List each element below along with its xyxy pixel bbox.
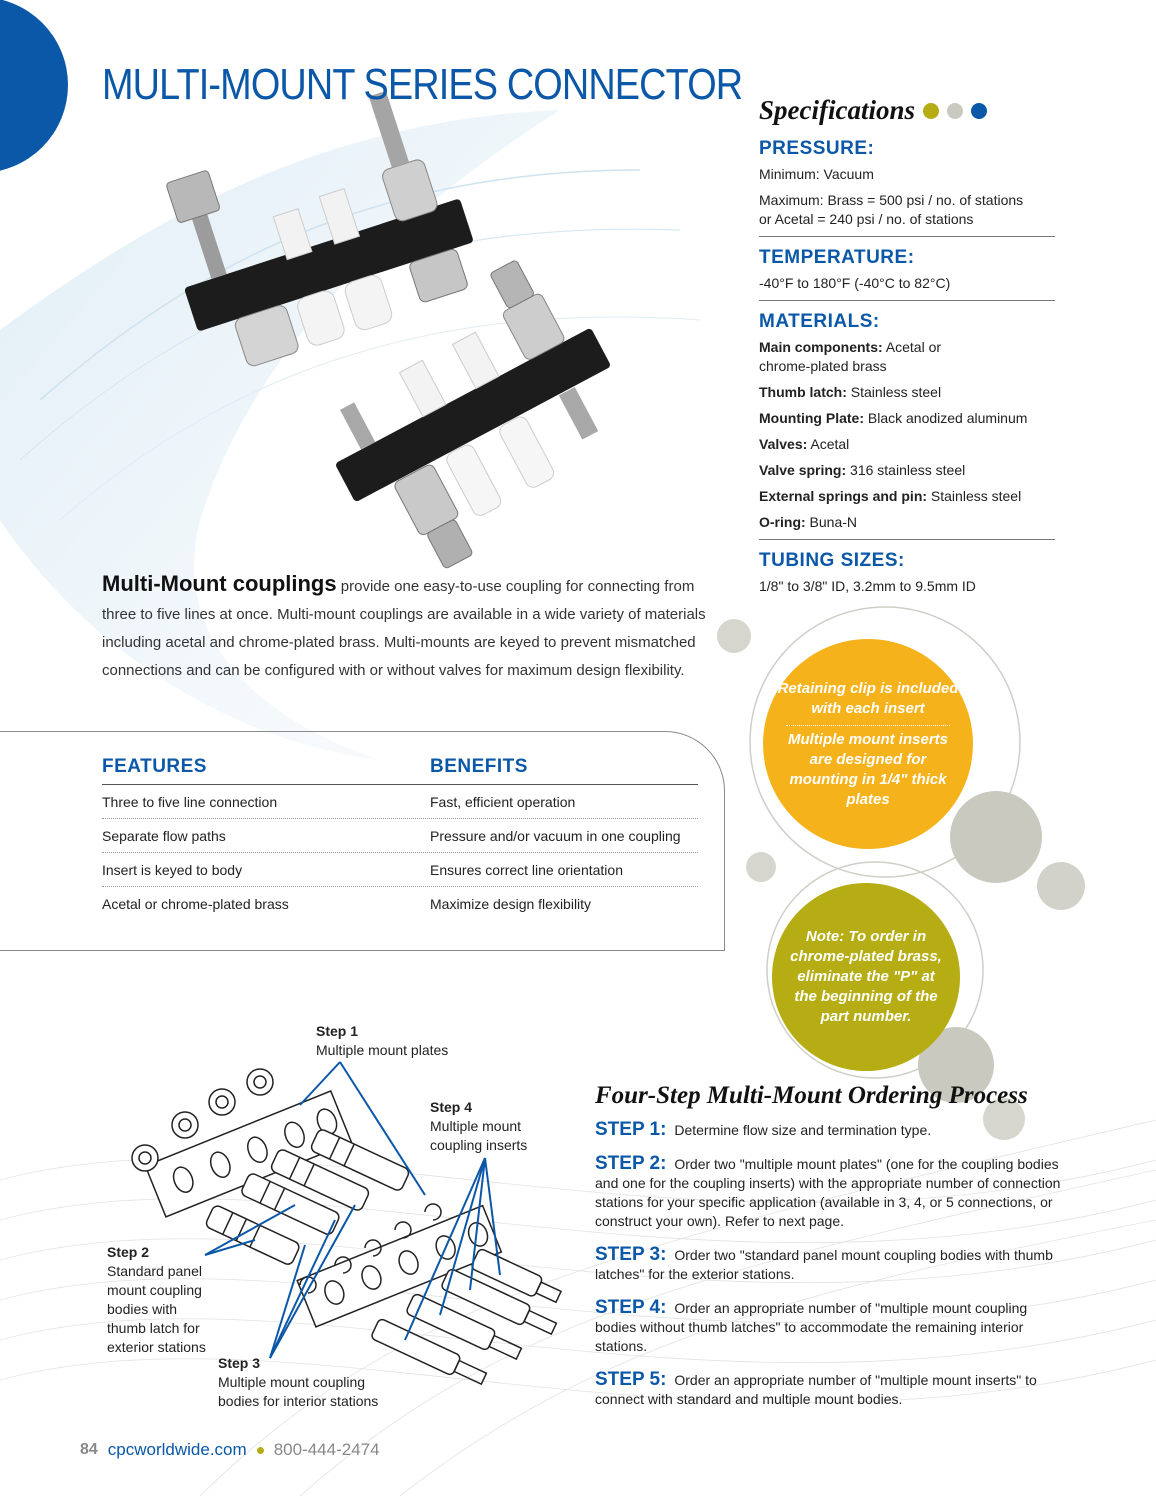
table-header	[102, 756, 698, 785]
features-benefits-table	[102, 756, 698, 921]
olive-dot-icon	[923, 103, 939, 119]
divider	[759, 539, 1055, 540]
tubing-heading: TUBING SIZES:	[759, 550, 905, 571]
feature-cell: Separate flow paths	[102, 827, 226, 844]
step4-callout: Step 4 Multiple mount coupling inserts	[430, 1099, 528, 1153]
ordering-step: STEP 3: Order two "standard panel mount coupling bodies with thumb latches" for the exterior stations.	[595, 1244, 1053, 1282]
pressure-minimum: Minimum: Vacuum	[759, 166, 874, 182]
ordering-step: STEP 1: Determine flow size and termination type.	[595, 1119, 932, 1140]
material-item: Main components: Acetal or chrome-plated brass	[759, 339, 942, 374]
blue-dot-icon	[971, 103, 987, 119]
material-item: Thumb latch: Stainless steel	[759, 384, 942, 400]
material-item: Mounting Plate: Black anodized aluminum	[759, 410, 1028, 426]
ordering-step: STEP 4: Order an appropriate number of "multiple mount coupling bodies without thumb latches" to accommodate the remaining interior stations.	[595, 1297, 1028, 1354]
table-row	[102, 853, 698, 887]
phone-number: 800-444-2474	[273, 1440, 380, 1459]
ordering-step: STEP 5: Order an appropriate number of "multiple mount inserts" to connect with standard and multiple mount bodies.	[595, 1369, 1037, 1407]
order-note: Note: To order in chrome-plated brass, eliminate the "P" at the beginning of the part number.	[790, 928, 942, 1025]
intro-lead: Multi-Mount couplings	[102, 571, 337, 596]
benefits-heading: BENEFITS	[430, 756, 528, 777]
step2-callout: Step 2 Standard panel mount coupling bodies with thumb latch for exterior stations	[107, 1244, 206, 1355]
benefit-cell: Ensures correct line orientation	[430, 861, 623, 878]
bubble-divider	[786, 725, 950, 726]
table-row	[102, 819, 698, 853]
retaining-clip-bubble	[763, 639, 973, 849]
material-item: External springs and pin: Stainless steel	[759, 488, 1022, 504]
temperature-value: -40°F to 180°F (-40°C to 82°C)	[759, 275, 951, 291]
page-footer	[80, 1440, 380, 1460]
specifications-panel	[759, 95, 1055, 603]
pressure-heading: PRESSURE:	[759, 138, 875, 159]
page-number: 84	[80, 1441, 98, 1458]
material-item: O-ring: Buna-N	[759, 514, 858, 530]
table-row	[102, 785, 698, 819]
page-title: MULTI-MOUNT SERIES CONNECTOR	[102, 60, 743, 109]
intro-text: provide one easy-to-use coupling for connecting from three to five lines at once. Multi-mount couplings are available in a wide variety of materials including acetal and chrome-plated brass. Multi-mounts are keyed to prevent mismatched connections and can be configured with or without valves for maximum design flexibility.	[102, 578, 706, 679]
retaining-clip-note: Retaining clip is included with each insert	[777, 679, 959, 717]
benefit-cell: Maximize design flexibility	[430, 896, 592, 912]
benefit-cell: Pressure and/or vacuum in one coupling	[430, 827, 681, 844]
temperature-heading: TEMPERATURE:	[759, 247, 915, 268]
gray-dot-icon	[947, 103, 963, 119]
divider	[759, 236, 1055, 237]
specifications-title: Specifications	[759, 95, 1055, 126]
ordering-step: STEP 2: Order two "multiple mount plates" (one for the coupling bodies and one for the coupling inserts) with the appropriate number of connection stations for your specific application (available in 3, 4, or 5 connections, or construct your own). Refer to next page.	[595, 1153, 1061, 1229]
feature-cell: Three to five line connection	[102, 793, 278, 810]
corner-blue-circle	[0, 0, 68, 173]
table-row	[102, 887, 698, 921]
ordering-process	[595, 1082, 1065, 1423]
tubing-value: 1/8" to 3/8" ID, 3.2mm to 9.5mm ID	[759, 578, 976, 594]
pressure-maximum: Maximum: Brass = 500 psi / no. of stations or Acetal = 240 psi / no. of stations	[759, 192, 1024, 227]
material-item: Valves: Acetal	[759, 436, 850, 452]
features-heading: FEATURES	[102, 756, 207, 777]
material-item: Valve spring: 316 stainless steel	[759, 462, 966, 478]
step3-callout: Step 3 Multiple mount coupling bodies for interior stations	[218, 1355, 379, 1409]
order-note-bubble	[772, 883, 960, 1071]
divider	[759, 300, 1055, 301]
ordering-title: Four-Step Multi-Mount Ordering Process	[595, 1082, 1028, 1109]
inserts-note: Multiple mount inserts are designed for mounting in 1/4" thick plates	[787, 730, 948, 808]
benefit-cell: Fast, efficient operation	[430, 793, 576, 810]
website-link[interactable]: cpcworldwide.com	[107, 1440, 247, 1459]
intro-paragraph	[102, 570, 727, 685]
step1-callout: Step 1 Multiple mount plates	[316, 1023, 449, 1058]
separator-dot-icon	[257, 1447, 264, 1454]
feature-cell: Insert is keyed to body	[102, 861, 243, 878]
materials-heading: MATERIALS:	[759, 311, 880, 332]
feature-cell: Acetal or chrome-plated brass	[102, 896, 289, 912]
